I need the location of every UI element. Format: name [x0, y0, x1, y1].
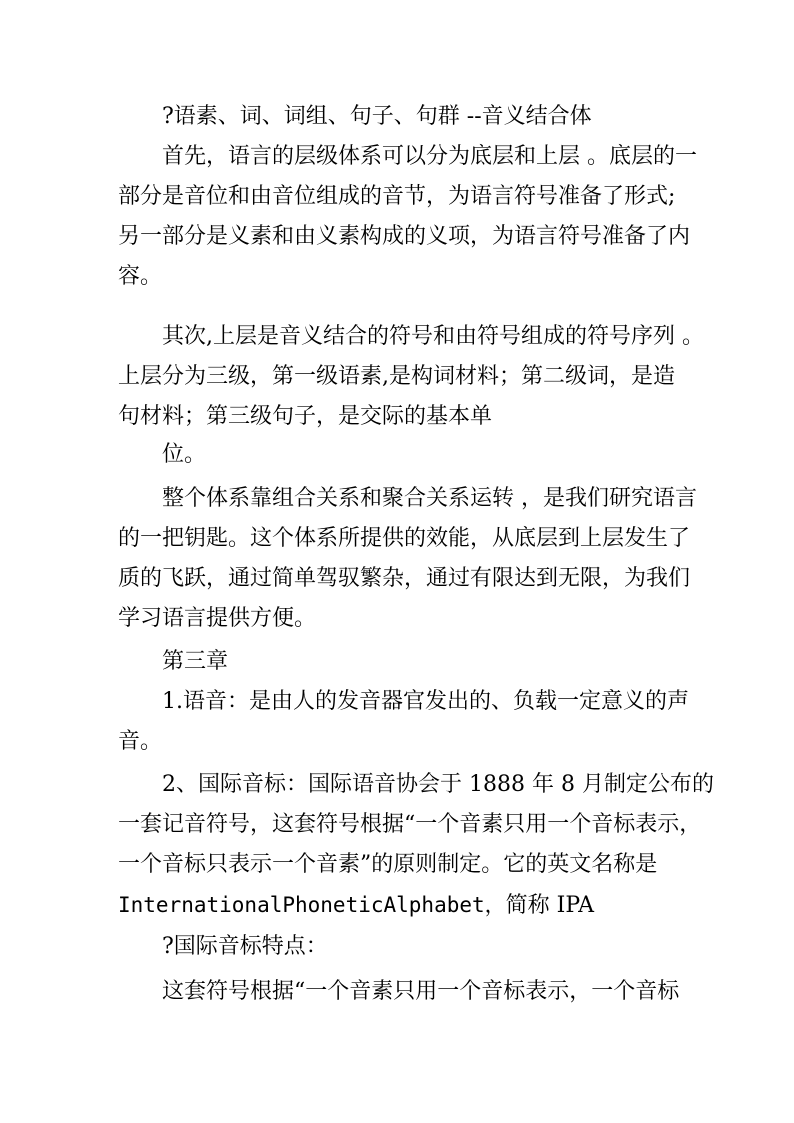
- paragraph-line: 其次,上层是音义结合的符号和由符号组成的符号序列 。: [162, 324, 704, 349]
- paragraph-line: 音。: [118, 729, 163, 754]
- paragraph-line: 首先，语言的层级体系可以分为底层和上层 。底层的一: [162, 144, 697, 169]
- english-name-text: InternationalPhoneticAlphabet，: [118, 893, 506, 917]
- paragraph-line: 一个音标只表示一个音素”的原则制定。它的英文名称是: [118, 852, 658, 877]
- paragraph-line: ?国际音标特点：: [162, 934, 328, 959]
- paragraph-line: 2、国际音标：国际语音协会于 1888 年 8 月制定公布的: [162, 772, 714, 797]
- paragraph-line: 学习语言提供方便。: [118, 606, 317, 631]
- paragraph-line: 部分是音位和由音位组成的音节，为语言符号准备了形式;: [118, 184, 676, 209]
- paragraph-line: 上层分为三级，第一级语素,是构词材料；第二级词，是造: [118, 364, 675, 389]
- paragraph-line: 的一把钥匙。这个体系所提供的效能，从底层到上层发生了: [118, 526, 691, 551]
- heading-line: ?语素、词、词组、句子、句群 --音义结合体: [162, 104, 592, 129]
- paragraph-line: 句材料；第三级句子，是交际的基本单: [118, 404, 493, 429]
- chapter-heading: 第三章: [162, 649, 229, 674]
- paragraph-line: 一套记音符号，这套符号根据“一个音素只用一个音标表示，: [118, 812, 702, 837]
- abbreviation-text: 简称 IPA: [505, 893, 595, 918]
- paragraph-line: 这套符号根据“一个音素只用一个音标表示，一个音标: [162, 979, 680, 1004]
- paragraph-line: 另一部分是义素和由义素构成的义项，为语言符号准备了内: [118, 224, 691, 249]
- paragraph-line: [118, 887, 594, 923]
- paragraph-line: 整个体系靠组合关系和聚合关系运转 ，是我们研究语言: [162, 486, 697, 511]
- paragraph-line: 1.语音：是由人的发音器官发出的、负载一定意义的声: [162, 689, 689, 714]
- paragraph-line: 位。: [162, 442, 207, 467]
- paragraph-line: 容。: [118, 264, 163, 289]
- paragraph-line: 质的飞跃，通过简单驾驭繁杂，通过有限达到无限，为我们: [118, 566, 691, 591]
